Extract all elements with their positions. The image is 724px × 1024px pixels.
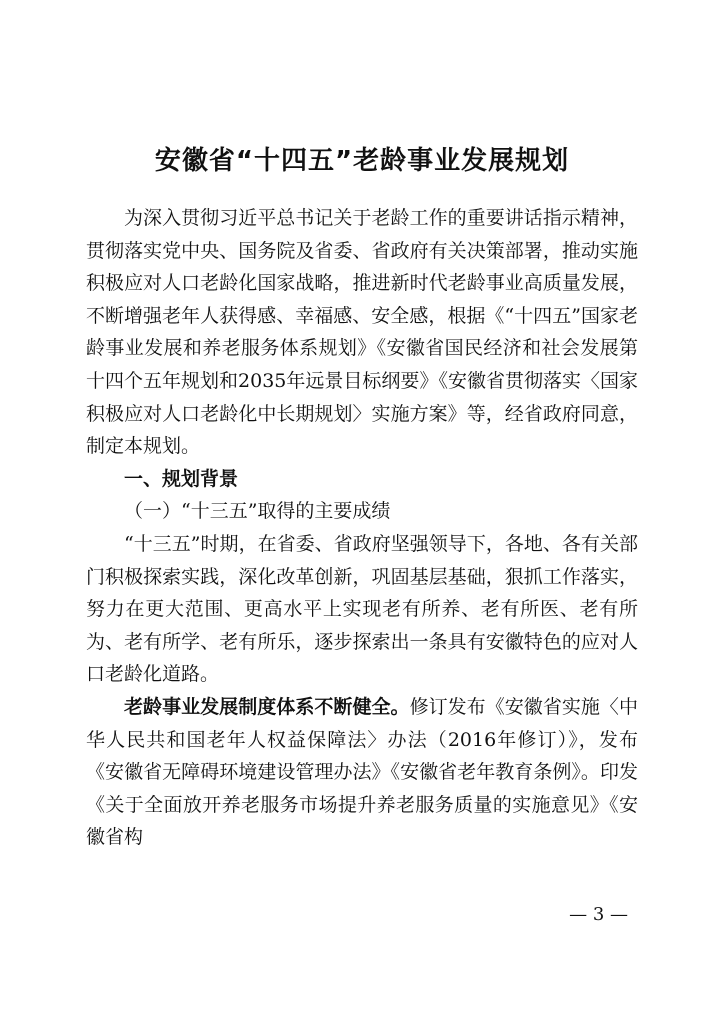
document-body: [86, 202, 638, 854]
subsection-heading: （一）“十三五”取得的主要成绩: [124, 500, 391, 523]
page-title: 安徽省“十四五”老龄事业发展规划: [154, 146, 570, 176]
achievements-paragraph: “十三五”时期，在省委、省政府坚强领导下，各地、各有关部门积极探索实践，深化改革创新，巩固基层基础，狠抓工作落实，努力在更大范围、更高水平上实现老有所养、老有所医、老有所为、老有所学、老有所乐，逐步探索出一条具有安徽特色的应对人口老龄化道路。: [86, 532, 638, 686]
system-paragraph-text: 修订发布《安徽省实施〈中华人民共和国老年人权益保障法〉办法（2016年修订）》，发布《安徽省无障碍环境建设管理办法》《安徽省老年教育条例》。印发《关于全面放开养老服务市场提升养老服务质量的实施意见》《安徽省构: [86, 695, 638, 849]
system-lead-sentence: 老龄事业发展制度体系不断健全。: [124, 695, 410, 718]
page-number: — 3 —: [569, 904, 628, 925]
intro-paragraph: 为深入贯彻习近平总书记关于老龄工作的重要讲话指示精神，贯彻落实党中央、国务院及省委、省政府有关决策部署，推动实施积极应对人口老龄化国家战略，推进新时代老龄事业高质量发展，不断增强老年人获得感、幸福感、安全感，根据《“十四五”国家老龄事业发展和养老服务体系规划》《安徽省国民经济和社会发展第十四个五年规划和2035年远景目标纲要》《安徽省贯彻落实〈国家积极应对人口老龄化中长期规划〉实施方案》等，经省政府同意，制定本规划。: [86, 207, 638, 458]
section-heading: 一、规划背景: [124, 467, 239, 490]
system-paragraph: [86, 691, 638, 854]
